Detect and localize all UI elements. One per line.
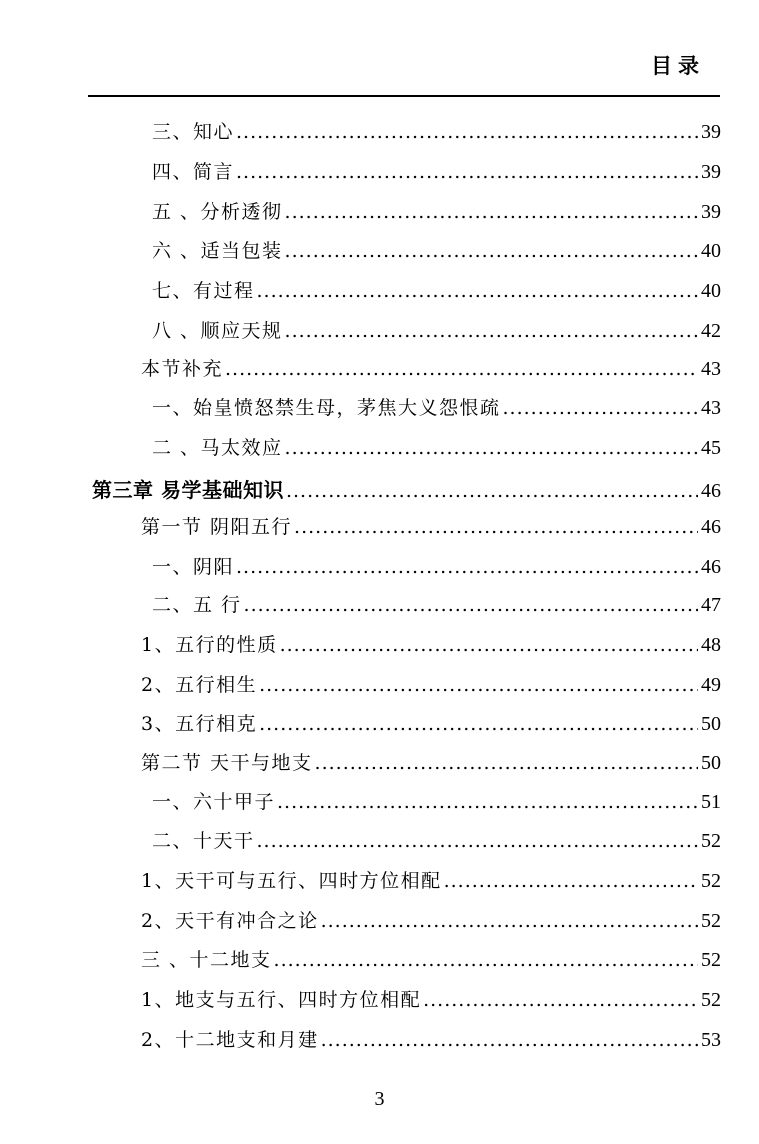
dot-leader: [294, 516, 698, 538]
toc-entry-label: 五 、分析透彻: [152, 201, 283, 223]
toc-entry-label: 二 、马太效应: [152, 437, 283, 459]
toc-entry-page: 49: [701, 674, 721, 696]
dot-leader: [285, 240, 698, 262]
dot-leader: [321, 1029, 698, 1051]
toc-entry[interactable]: [141, 670, 721, 700]
toc-entry-label: 1、地支与五行、四时方位相配: [141, 989, 422, 1011]
toc-entry-label: 第一节 阴阳五行: [141, 516, 293, 538]
dot-leader: [257, 830, 698, 852]
toc-entry-label: 本节补充: [141, 358, 224, 380]
dot-leader: [285, 320, 698, 342]
toc-entry-page: 52: [701, 949, 721, 971]
toc-entry[interactable]: [152, 590, 721, 620]
dot-leader: [286, 480, 698, 502]
toc-entry-page: 50: [701, 752, 721, 774]
toc-entry-page: 53: [701, 1029, 721, 1051]
toc-entry[interactable]: [152, 157, 721, 187]
dot-leader: [236, 161, 698, 183]
toc-entry-label: 七、有过程: [152, 280, 255, 302]
toc-entry-page: 39: [701, 161, 721, 183]
dot-leader: [277, 791, 698, 813]
dot-leader: [503, 397, 698, 419]
toc-entry-page: 47: [701, 594, 721, 616]
toc-entry-label: 2、天干有冲合之论: [141, 910, 319, 932]
toc-chapter-label: 第三章 易学基础知识: [92, 478, 284, 502]
toc-entry-label: 一、始皇愤怒禁生母，茅焦大义怨恨疏: [152, 397, 501, 419]
toc-entry-page: 52: [701, 870, 721, 892]
toc-entry-page: 39: [701, 121, 721, 143]
toc-entry-page: 52: [701, 830, 721, 852]
toc-entry[interactable]: [141, 1025, 721, 1055]
toc-entry-page: 51: [701, 791, 721, 813]
toc-entry-page: 52: [701, 989, 721, 1011]
toc-entry-page: 52: [701, 910, 721, 932]
toc-entry[interactable]: [152, 236, 721, 266]
dot-leader: [257, 280, 698, 302]
toc-entry-label: 八 、顺应天规: [152, 320, 283, 342]
toc-entry[interactable]: [141, 866, 721, 896]
toc-entry-label: 二、十天干: [152, 830, 255, 852]
toc-entry[interactable]: [152, 393, 721, 423]
toc-entry[interactable]: [141, 709, 721, 739]
toc-entry[interactable]: [152, 433, 721, 463]
toc-entry-page: 50: [701, 713, 721, 735]
dot-leader: [259, 713, 698, 735]
toc-entry[interactable]: [152, 552, 721, 582]
toc-entry-label: 六 、适当包装: [152, 240, 283, 262]
toc-entry-page: 42: [701, 320, 721, 342]
toc-entry-label: 第二节 天干与地支: [141, 752, 313, 774]
toc-entry-label: 2、十二地支和月建: [141, 1029, 319, 1051]
toc-entry-label: 一、阴阳: [152, 556, 235, 578]
dot-leader: [285, 437, 698, 459]
toc-entry-page: 46: [701, 556, 721, 578]
toc-entry-page: 48: [701, 634, 721, 656]
dot-leader: [423, 989, 698, 1011]
dot-leader: [225, 358, 698, 380]
dot-leader: [444, 870, 698, 892]
toc-chapter-entry[interactable]: [92, 474, 721, 504]
toc-entry[interactable]: [152, 117, 721, 147]
toc-entry-page: 46: [701, 480, 721, 502]
toc-entry[interactable]: [141, 354, 721, 384]
toc-entry-label: 3、五行相克: [141, 713, 258, 735]
toc-section-entry[interactable]: [141, 512, 721, 542]
dot-leader: [259, 674, 698, 696]
dot-leader: [321, 910, 698, 932]
toc-entry-label: 2、五行相生: [141, 674, 258, 696]
page-number: 3: [374, 1088, 385, 1110]
toc-entry[interactable]: [141, 945, 721, 975]
toc-entry-label: 一、六十甲子: [152, 791, 276, 813]
toc-entry-label: 三、知心: [152, 121, 235, 143]
toc-entry-page: 40: [701, 240, 721, 262]
toc-entry[interactable]: [152, 197, 721, 227]
toc-entry[interactable]: [141, 985, 721, 1015]
toc-entry-page: 40: [701, 280, 721, 302]
dot-leader: [280, 634, 698, 656]
toc-entry[interactable]: [152, 826, 721, 856]
toc-entry-page: 46: [701, 516, 721, 538]
toc-entry[interactable]: [141, 630, 721, 660]
dot-leader: [285, 201, 698, 223]
toc-entry[interactable]: [152, 787, 721, 817]
page-header-title: 目录: [651, 54, 705, 78]
toc-entry-page: 45: [701, 437, 721, 459]
toc-entry-label: 二、五 行: [152, 594, 242, 616]
toc-entry-label: 三 、十二地支: [141, 949, 272, 971]
dot-leader: [315, 752, 698, 774]
header-divider: [88, 95, 720, 97]
toc-entry[interactable]: [152, 316, 721, 346]
dot-leader: [236, 556, 698, 578]
dot-leader: [236, 121, 698, 143]
dot-leader: [274, 949, 698, 971]
toc-entry-label: 四、简言: [152, 161, 235, 183]
dot-leader: [244, 594, 698, 616]
toc-entry[interactable]: [152, 276, 721, 306]
toc-entry-label: 1、五行的性质: [141, 634, 278, 656]
toc-entry-page: 43: [701, 358, 721, 380]
toc-section-entry[interactable]: [141, 748, 721, 778]
toc-entry-page: 43: [701, 397, 721, 419]
toc-entry-label: 1、天干可与五行、四时方位相配: [141, 870, 442, 892]
toc-entry[interactable]: [141, 906, 721, 936]
toc-entry-page: 39: [701, 201, 721, 223]
